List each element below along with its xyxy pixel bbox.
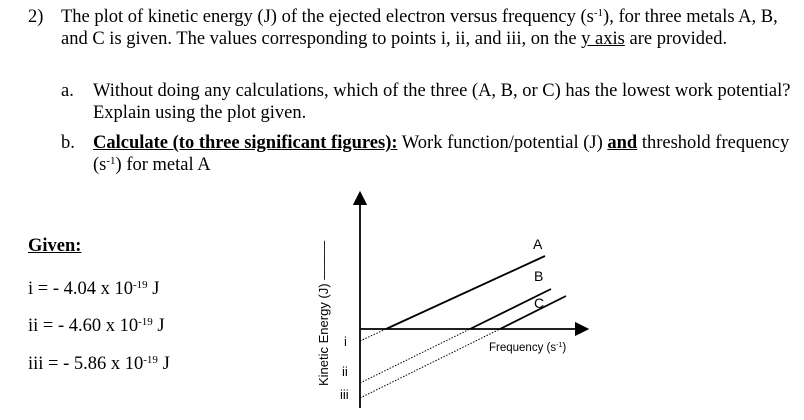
given-iii-value: iii = - 5.86 x $10^{-19}$ J (28, 354, 170, 374)
part-b-text: Calculate (to three significant figures): Work function/potential (J) and threshold frequency $(s^{-1})$ for metal A (93, 133, 790, 175)
given-i-value: i = - 4.04 x $10^{-19}$ J (28, 279, 160, 299)
question-intro: The plot of kinetic energy (J) of the ejected electron versus frequency $(s^{-1})$, for three metals A, B, and C is given. The values corresponding to points i, ii, and iii, on the y axis are provided. (61, 7, 778, 49)
given-ii-value: ii = - 4.60 x $10^{-19}$ J (28, 316, 165, 336)
line-label-a: A (533, 236, 543, 252)
given-title: Given: (28, 236, 82, 256)
line-a-dotted (360, 329, 386, 341)
x-axis-label: Frequency $(s^{-1})$ (489, 342, 567, 354)
line-label-c: C (534, 295, 545, 311)
y-axis-label: Kinetic Energy (J) ——— (316, 240, 331, 386)
point-label-iii: iii (340, 387, 349, 402)
point-label-i: i (344, 334, 347, 349)
part-a-label: a. (61, 81, 74, 101)
point-label-ii: ii (342, 364, 348, 379)
question-number: 2) (28, 7, 44, 27)
line-b-dotted (360, 329, 470, 383)
part-b-label: b. (61, 133, 75, 153)
line-c-solid (500, 296, 566, 329)
line-label-b: B (534, 268, 544, 284)
part-a-text: Without doing any calculations, which of the three (A, B, or C) has the lowest work potential? Explain using the plot given. (93, 81, 791, 123)
line-c-dotted (360, 329, 500, 398)
